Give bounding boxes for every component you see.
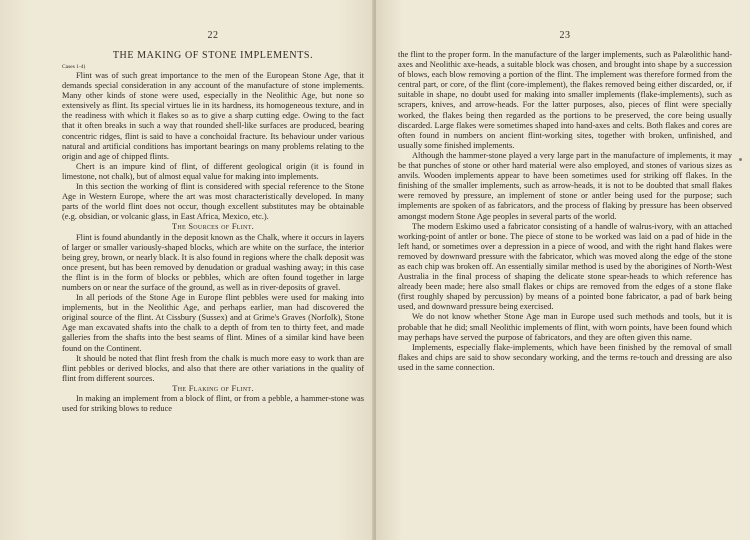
page-speck <box>739 158 742 161</box>
paragraph: The modern Eskimo used a fabricator consisting of a handle of walrus-ivory, with an attached working-point of antler or bone. The piece of stone to be worked was laid on a pad of hide in the left hand, or sometimes over a depression in a piece of wood, and with the right hand flakes were removed by downward pressure with the fabricator, which was moved along the edge of the stone as each chip was broken off. An essentially similar method is used by the aborigines of North-West Australia in the final process of shaping the delicate stone spear-heads to which reference has already been made; here also small flakes or chips are removed from the edges of a stone flake (first roughly shaped by percussion) by means of a pointed bone fabricator, a pad of bark being used, and downward pressure being exercised. <box>398 221 732 312</box>
paragraph: It should be noted that flint fresh from the chalk is much more easy to work than are flint pebbles or derived blocks, and also that there are other variations in the quality of flint from different sources. <box>62 353 364 383</box>
paragraph: Flint was of such great importance to the men of the European Stone Age, that it demands special consideration in any account of the manufacture of stone implements. Many other kinds of stone were used, especially in the Neolithic Age, but none so extensively as flint. Its special virtues lie in its hardness, its homogeneous texture, and in the readiness with which it flakes so as to give a sharp cutting edge. Owing to the fact that it often breaks in such a way that rounded shell-like surfaces are produced, bearing concentric ridges, flint is said to have a conchoidal fracture. Its behaviour under various natural and artificial conditions has important bearings on many problems relating to the origin and age of chipped flints. <box>62 71 364 161</box>
chapter-title: THE MAKING OF STONE IMPLEMENTS. <box>112 50 314 61</box>
right-page <box>376 0 750 540</box>
subhead-sources: The Sources of Flint. <box>171 222 255 232</box>
paragraph: the flint to the proper form. In the manufacture of the larger implements, such as Palæolithic hand-axes and Neolithic axe-heads, a suitable block was chosen, and brought into shape by a succession of blows, each blow removing a portion of the flint. The implement was therefore formed from the central part, or core, of the flint (core-implement), the flakes removed being either discarded, or, if suitable in shape, no doubt used for making into smaller implements (flake-implements), such as scrapers, knives, and arrow-heads. For the latter purposes, also, pieces of flint were specially worked, the flakes being then regarded as the portions to be preserved, the core being usually discarded. Large flakes were sometimes shaped into hand-axes and celts. Both flakes and cores are often found in numbers on ancient flint-working sites, together with broken, unfinished, and usually some finished implements. <box>398 50 732 150</box>
page-number-left: 22 <box>207 30 219 41</box>
paragraph: Implements, especially flake-implements, which have been finished by the removal of small flakes and chips are said to show secondary working, and the terms re-touch and dressing are also used in the same connection. <box>398 342 732 372</box>
left-text <box>62 71 364 414</box>
paragraph: We do not know whether Stone Age man in Europe used such methods and tools, but it is probable that he did; small Neolithic implements of flint, with worn points, have been found which may perhaps have served the purpose of fabricators, and they are often given this name. <box>398 312 732 342</box>
left-page <box>0 0 374 540</box>
paragraph: Although the hammer-stone played a very large part in the manufacture of implements, it may be that punches of stone or other hard material were also employed, and stones of various sizes as anvils. Wooden implements appear to have been sometimes used for striking off flakes. In the finishing of the smaller implements, such as arrow-heads, it is not to be doubted that small flakes were removed by pressure, an implement of stone or antler being used for the purpose; such implements are spoken of as fabricators, and the process of flaking by pressure has been observed amongst modern Stone Age peoples in several parts of the world. <box>398 150 732 221</box>
paragraph: In all periods of the Stone Age in Europe flint pebbles were used for making into implements, but in the Neolithic Age, and perhaps earlier, man had discovered the original source of the flint. At Cissbury (Sussex) and at Grime's Graves (Norfolk), Stone Age man excavated shafts into the chalk to a depth of from ten to thirty feet, and made galleries from the shafts into the best seams of flint. Mines of a similar kind have been found on the Continent. <box>62 293 364 353</box>
paragraph: In making an implement from a block of flint, or from a pebble, a hammer-stone was used for striking blows to reduce <box>62 394 364 414</box>
right-text <box>398 50 732 373</box>
subhead-flaking: The Flaking of Flint. <box>172 383 254 393</box>
paragraph: Chert is an impure kind of flint, of different geological origin (it is found in limestone, not chalk), but of almost equal value for making into implements. <box>62 161 364 181</box>
paragraph: Flint is found abundantly in the deposit known as the Chalk, where it occurs in layers of larger or smaller variously-shaped blocks, which are white on the surface, the interior being grey, brown, or nearly black. It is also found in regions where the chalk deposit was once present, but has been removed by denudation or gradual washing away; in this case the flint is in the form of blocks or pebbles, which are often found together in large numbers on or near the surface of the ground, as well as in river-deposits of gravel. <box>62 232 364 292</box>
cases-note: Cases 1-4) <box>62 64 86 70</box>
page-number-right: 23 <box>559 30 571 41</box>
paragraph: In this section the working of flint is considered with special reference to the Stone Age in Western Europe, where the art was most characteristically developed. In many parts of the world flint does not occur, though excellent substitutes may be obtainable (e.g. obsidian, or volcanic glass, in East Africa, Mexico, etc.). <box>62 182 364 222</box>
